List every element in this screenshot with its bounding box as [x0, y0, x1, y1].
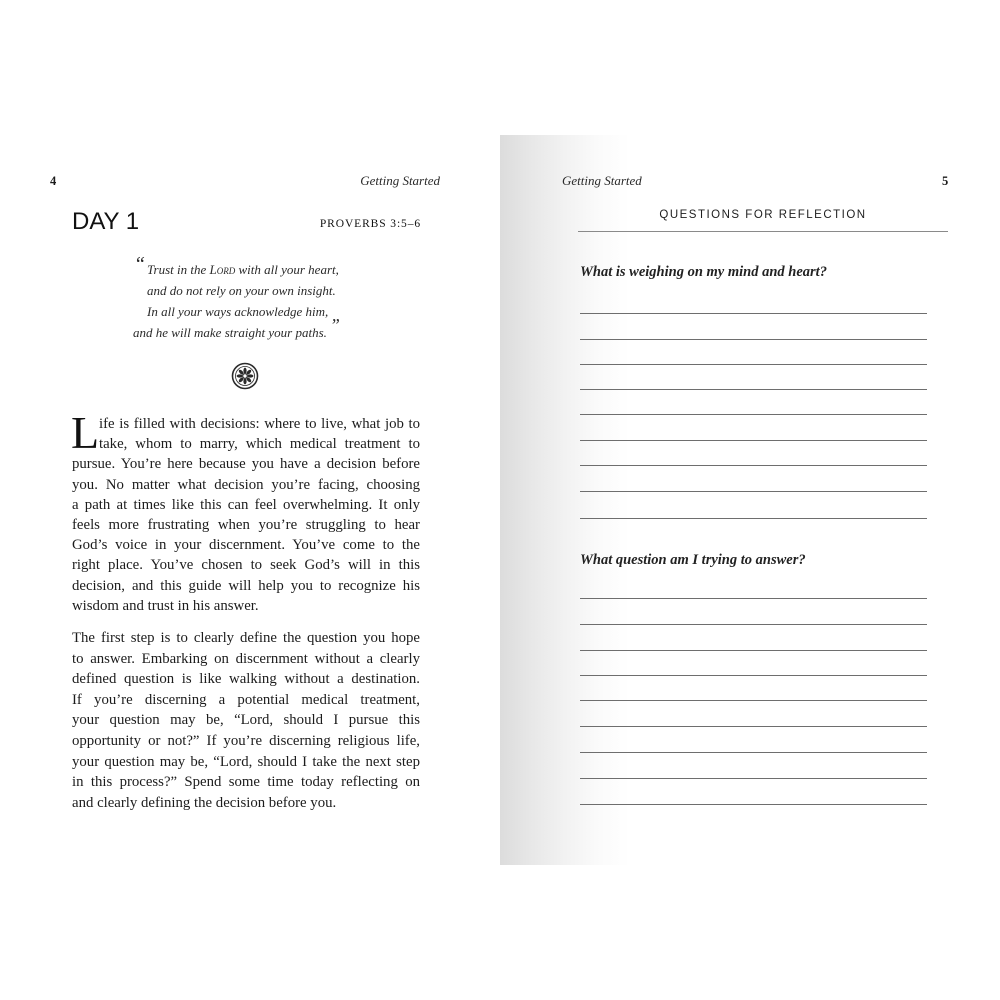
writing-line	[580, 778, 927, 779]
quote-line	[133, 315, 407, 343]
rosette-ornament-icon	[231, 362, 259, 390]
body-line: take, whom to marry, which medical treatment to	[99, 436, 420, 453]
body-line: The first step is to clearly define the question you hope	[72, 630, 420, 646]
body-line: God’s voice in your discernment. You’ve come to the	[72, 537, 420, 554]
drop-cap: L	[71, 407, 100, 458]
right-page-gutter-shadow	[500, 135, 960, 865]
writing-line	[580, 364, 927, 365]
running-head-left: Getting Started	[360, 173, 440, 188]
body-line: pursue. You’re here because you have a decision before	[72, 456, 420, 473]
body-line: in this process?” Spend some time today reflecting on	[72, 774, 420, 791]
body-line: wisdom and trust in his answer.	[72, 597, 259, 614]
body-line: your question may be, “Lord, should I take the next step	[72, 753, 420, 770]
writing-line	[580, 518, 927, 519]
scripture-quote	[133, 259, 407, 343]
quote-line-text: with all your heart,	[235, 262, 339, 277]
writing-line	[580, 804, 927, 805]
body-line: decision, and this guide will help you to recognize his	[72, 577, 420, 594]
quote-open-mark: “	[134, 253, 146, 275]
quote-line	[147, 259, 407, 280]
body-line: right place. You’ve chosen to seek God’s will in this	[72, 557, 420, 574]
writing-line	[580, 675, 927, 676]
writing-line	[580, 598, 927, 599]
page-number-left: 4	[50, 174, 57, 188]
writing-line	[580, 313, 927, 314]
running-head-right: Getting Started	[562, 173, 642, 188]
writing-line	[580, 465, 927, 466]
writing-line	[580, 700, 927, 701]
reflection-question: What is weighing on my mind and heart?	[580, 264, 827, 280]
body-paragraph	[72, 628, 420, 813]
body-line: feels more frustrating when you’re struggling to hear	[72, 517, 420, 534]
day-title: DAY 1	[72, 208, 140, 235]
body-line: a path at times like this can feel overwhelming. It only	[72, 496, 420, 513]
scripture-reference: PROVERBS 3:5–6	[319, 218, 421, 230]
body-line: and clearly defining the decision before you.	[72, 794, 337, 811]
writing-line	[580, 440, 927, 441]
body-line: your question may be, “Lord, should I pursue this	[72, 712, 420, 729]
writing-line	[580, 726, 927, 727]
writing-line	[580, 339, 927, 340]
section-heading: QUESTIONS FOR REFLECTION	[659, 209, 867, 221]
quote-line-text: Trust in the	[147, 262, 210, 277]
quote-divine-name: Lord	[209, 262, 236, 277]
body-line: you. No matter what decision you’re facing, choosing	[72, 476, 420, 493]
body-line: opportunity or not?” If you’re discerning religious life,	[72, 732, 420, 749]
quote-line-text: and he will make straight your paths.	[133, 325, 327, 340]
writing-line	[580, 389, 927, 390]
body-line: If you’re discerning a potential medical treatment,	[72, 691, 420, 708]
writing-line	[580, 491, 927, 492]
body-line: defined question is like walking without a destination.	[72, 671, 420, 688]
writing-line	[580, 650, 927, 651]
page-number-right: 5	[942, 174, 949, 188]
quote-line: and do not rely on your own insight.	[147, 283, 336, 298]
body-line: to answer. Embarking on discernment without a clearly	[72, 650, 420, 667]
body-line: ife is filled with decisions: where to live, what job to	[99, 416, 420, 432]
writing-line	[580, 752, 927, 753]
writing-line	[580, 414, 927, 415]
reflection-question: What question am I trying to answer?	[580, 552, 806, 568]
quote-close-mark: ”	[329, 315, 340, 335]
body-paragraph	[71, 407, 420, 616]
quote-line: In all your ways acknowledge him,	[147, 304, 329, 319]
heading-divider	[578, 231, 948, 232]
writing-line	[580, 624, 927, 625]
